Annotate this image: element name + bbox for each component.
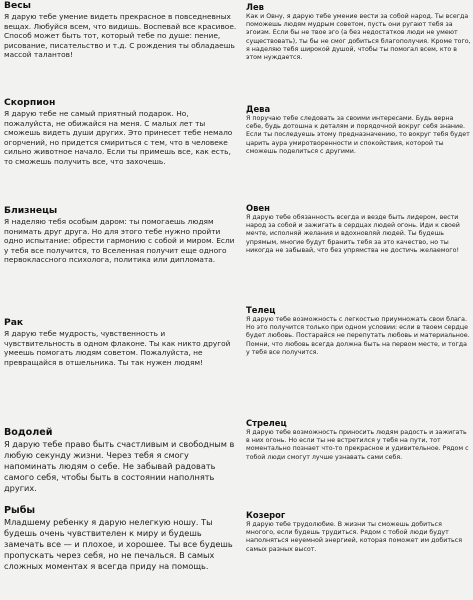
sign-text-vodoley: Я дарую тебе право быть счастливым и свободным в любую секунду жизни. Через тебя я смогу напоминать людям о себе. Не забывай радовать самого себя, чтобы быть в состоянии наполнять других. bbox=[4, 439, 235, 493]
sign-title-oven: Овен bbox=[246, 203, 270, 213]
sign-block-lev bbox=[246, 2, 471, 62]
sign-text-deva: Я поручаю тебе следовать за своими интересами. Будь верна себе, будь дотошна к деталям и порядочной вокруг себя знание. Если ты последуешь этому предназначению, то вокруг тебя будет царить аура умиротворенности и спокойствия, которой ты сможешь поделиться с другими. bbox=[246, 115, 470, 155]
sign-title-vesy: Весы bbox=[4, 0, 31, 11]
sign-text-vesy: Я дарую тебе умение видеть прекрасное в повседневных вещах. Любуйся всем, что видишь. Воспевай все красивое. Способ может быть тот, который тебе по душе: пение, рисование, писательство и т.д. С рождения ты обладаешь массой талантов! bbox=[4, 12, 237, 60]
sign-block-deva bbox=[246, 104, 471, 156]
sign-text-rak: Я дарую тебе мудрость, чувственность и чувствительность в одном флаконе. Ты как никто другой умеешь помогать людям советом. Пожалуйста, не превращайся в отшельника. Ты так нужен людям! bbox=[4, 329, 231, 367]
sign-block-telec bbox=[246, 305, 471, 357]
sign-block-kozerog bbox=[246, 510, 471, 554]
sign-block-vesy bbox=[4, 1, 238, 60]
sign-text-strelec: Я дарую тебе возможность приносить людям радость и зажигать в них огонь. Но если ты не встретился у тебя на пути, тот моментально познает что-то прекрасное и удивительное. Рядом с тобой люди смогут лучше узнавать сами себя. bbox=[246, 429, 469, 461]
sign-title-lev: Лев bbox=[246, 2, 264, 12]
sign-text-kozerog: Я дарую тебе трудолюбие. В жизни ты сможешь добиться многого, если будешь трудиться. Рядом с тобой люди будут наполняться неуемной энергией, которая поможет им добиться самых разных высот. bbox=[246, 521, 462, 553]
sign-block-ryby bbox=[4, 506, 238, 572]
sign-block-vodoley bbox=[4, 428, 238, 494]
sign-block-strelec bbox=[246, 418, 471, 462]
sign-title-bliznecy: Близнецы bbox=[4, 205, 58, 216]
sign-text-oven: Я дарую тебе обязанность всегда и везде быть лидером, вести народ за собой и зажигать в сердцах людей огонь. Иди к своей мечте, исполняй желания и вдохновляй людей. Ты будешь упрямым, многие будут бранить тебя за это качество, но ты никогда не забывай, что без упрямства не достичь желаемого! bbox=[246, 214, 460, 254]
sign-text-skorpion: Я дарую тебе не самый приятный подарок. Но, пожалуйста, не обижайся на меня. С малых лет ты сможешь видеть души других. Это принесет тебе немало огорчений, но придется смириться с тем, что в человеке сильно животное начало. Если ты примешь все, как есть, то сможешь получить все, что захочешь. bbox=[4, 109, 233, 166]
sign-title-skorpion: Скорпион bbox=[4, 97, 56, 108]
sign-block-oven bbox=[246, 203, 471, 255]
sign-text-bliznecy: Я наделяю тебя особым даром: ты помогаешь людям понимать друг друга. Но для этого тебе нужно пройти одно испытание: обрести гармонию с собой и миром. Если у тебя все получится, то Вселенная получит еще одного первоклассного психолога, политика или дипломата. bbox=[4, 217, 235, 265]
sign-title-strelec: Стрелец bbox=[246, 418, 287, 428]
sign-title-telec: Телец bbox=[246, 305, 276, 315]
sign-block-bliznecy bbox=[4, 206, 238, 265]
sign-block-skorpion bbox=[4, 98, 238, 167]
sign-title-ryby: Рыбы bbox=[4, 505, 36, 516]
sign-text-lev: Как и Овну, я дарую тебе умение вести за собой народ. Ты всегда поможешь людям мудрым советом, пусть они ругают тебя за эгоизм. Если бы не твое эго (а без недостатков люди не умеют существовать), ты бы не смог добиться благополучия. Кроме того, я наделяю тебя широкой душой, чтобы ты помогал всем, кто в этом нуждается. bbox=[246, 13, 471, 62]
sign-title-vodoley: Водолей bbox=[4, 427, 53, 438]
sign-text-ryby: Младшему ребенку я дарую нелегкую ношу. Ты будешь очень чувствителен к миру и будешь замечать все — и плохое, и хорошее. Ты все будешь пропускать через себя, но не печалься. В самых сложных моментах я всегда приду на помощь. bbox=[4, 517, 233, 571]
sign-title-deva: Дева bbox=[246, 104, 271, 114]
sign-text-telec: Я дарую тебе возможность с легкостью приумножать свои блага. Но это получится только при одном условии: если в твоем сердце будет любовь. Постарайся не перепутать любовь и материальное. Помни, что любовь всегда должна быть на первом месте, и тогда у тебя все получится. bbox=[246, 316, 470, 356]
sign-title-rak: Рак bbox=[4, 317, 24, 328]
sign-title-kozerog: Козерог bbox=[246, 510, 286, 520]
sign-block-rak bbox=[4, 318, 238, 367]
